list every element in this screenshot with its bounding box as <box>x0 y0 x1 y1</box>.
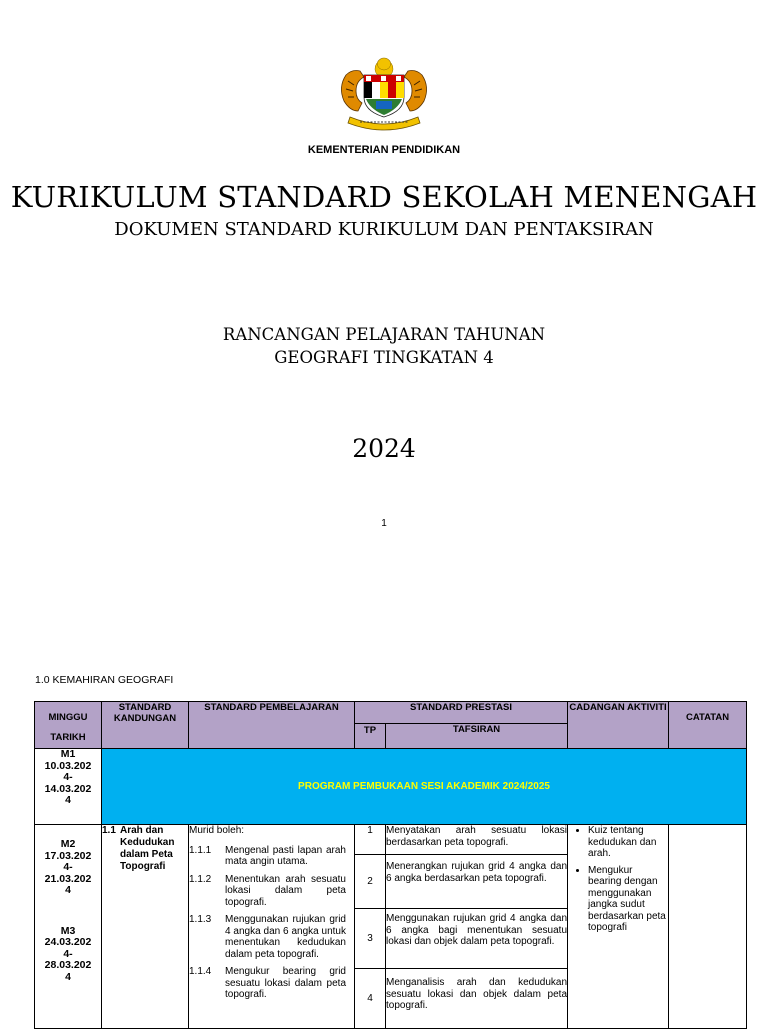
date-line: 21.03.202 <box>44 872 92 885</box>
program-banner: PROGRAM PEMBUKAAN SESI AKADEMIK 2024/2025 <box>102 749 747 825</box>
plan-title: RANCANGAN PELAJARAN TAHUNAN <box>222 325 546 344</box>
week-cell-m1 <box>35 749 102 825</box>
header-tafsiran: TAFSIRAN <box>386 724 568 749</box>
date-line: 17.03.202 <box>44 849 92 862</box>
header-tp: TP <box>355 724 386 749</box>
header-minggu: MINGGU <box>48 712 88 723</box>
list-item <box>189 845 354 868</box>
tafsiran-2: Menerangkan rujukan grid 4 angka dan 6 angka berdasarkan peta topografi. <box>386 855 568 909</box>
page-number: 1 <box>381 518 387 529</box>
standard-kandungan-number: 1.1 <box>102 825 116 836</box>
document-subtitle: DOKUMEN STANDARD KURIKULUM DAN PENTAKSIRAN <box>114 219 654 240</box>
tp-level-3: 3 <box>355 909 386 969</box>
cadangan-aktiviti-cell <box>568 825 669 1029</box>
tp-level-2: 2 <box>355 855 386 909</box>
week-cell-m2-m3 <box>35 825 102 1029</box>
item-number: 1.1.3 <box>189 914 212 925</box>
date-line: 4 <box>65 884 71 896</box>
activity-item: • Kuiz tentang kedudukan dan arah. <box>588 825 668 860</box>
date-line: 4- <box>63 861 73 873</box>
header-minggu-tarikh <box>35 702 102 749</box>
item-number: 1.1.2 <box>189 873 212 885</box>
item-number: 1.1.1 <box>189 844 212 856</box>
date-line: 10.03.202 <box>44 759 92 772</box>
date-line: 28.03.202 <box>44 959 92 971</box>
coat-of-arms-logo <box>336 55 432 133</box>
week-label: M1 <box>60 748 76 760</box>
item-number: 1.1.4 <box>189 966 212 977</box>
activity-item: • Mengukur bearing dengan menggunakan jangka sudut berdasarkan peta topografi <box>588 865 668 934</box>
week-label: M3 <box>60 924 76 937</box>
standard-pembelajaran-cell <box>189 825 355 1029</box>
standard-kandungan-cell <box>102 825 189 1029</box>
tafsiran-4: Menganalisis arah dan kedudukan sesuatu lokasi dan objek dalam peta topografi. <box>386 969 568 1029</box>
ministry-name: KEMENTERIAN PENDIDIKAN <box>307 144 461 156</box>
date-line: 4 <box>65 970 71 983</box>
item-text: Menggunakan rujukan grid 4 angka dan 6 angka untuk menentukan kedudukan dalam peta topografi. <box>225 914 346 960</box>
date-line: 4- <box>63 947 73 960</box>
section-title: 1.0 KEMAHIRAN GEOGRAFI <box>35 674 174 686</box>
week-label: M2 <box>60 838 76 850</box>
list-item <box>189 914 354 960</box>
tp-level-1: 1 <box>355 825 386 855</box>
catatan-cell <box>669 825 747 1029</box>
tafsiran-1: Menyatakan arah sesuatu lokasi berdasarkan peta topografi. <box>386 825 568 855</box>
list-item <box>189 966 354 1001</box>
item-text: Mengukur bearing grid sesuatu lokasi dalam peta topografi. <box>225 966 346 1000</box>
header-standard-pembelajaran: STANDARD PEMBELAJARAN <box>189 702 355 749</box>
table-row <box>35 825 747 855</box>
list-item <box>189 874 354 909</box>
pembelajaran-intro: Murid boleh: <box>189 825 245 836</box>
document-title: KURIKULUM STANDARD SEKOLAH MENENGAH <box>10 180 758 214</box>
table-row <box>35 749 747 825</box>
header-catatan: CATATAN <box>669 702 747 749</box>
date-line: 24.03.202 <box>44 936 92 948</box>
date-line: 4 <box>65 794 71 806</box>
header-tarikh: TARIKH <box>50 732 86 743</box>
year: 2024 <box>352 434 416 463</box>
tp-level-4: 4 <box>355 969 386 1029</box>
item-text: Mengenal pasti lapan arah mata angin utama. <box>225 844 346 867</box>
standard-kandungan-text: Arah dan Kedudukan dalam Peta Topografi <box>120 825 175 872</box>
item-text: Menentukan arah sesuatu lokasi dalam peta topografi. <box>225 873 346 908</box>
tafsiran-3: Menggunakan rujukan grid 4 angka dan 6 angka bagi menentukan sesuatu lokasi dan objek dalam peta topografi. <box>386 909 568 969</box>
subject-title: GEOGRAFI TINGKATAN 4 <box>274 348 494 367</box>
yearly-plan-table <box>34 701 747 1029</box>
header-standard-prestasi: STANDARD PRESTASI <box>355 702 568 724</box>
date-line: 4- <box>63 771 73 783</box>
header-standard-kandungan: STANDARD KANDUNGAN <box>102 702 189 749</box>
header-cadangan-aktiviti: CADANGAN AKTIVITI <box>568 702 669 749</box>
date-line: 14.03.202 <box>44 782 92 795</box>
